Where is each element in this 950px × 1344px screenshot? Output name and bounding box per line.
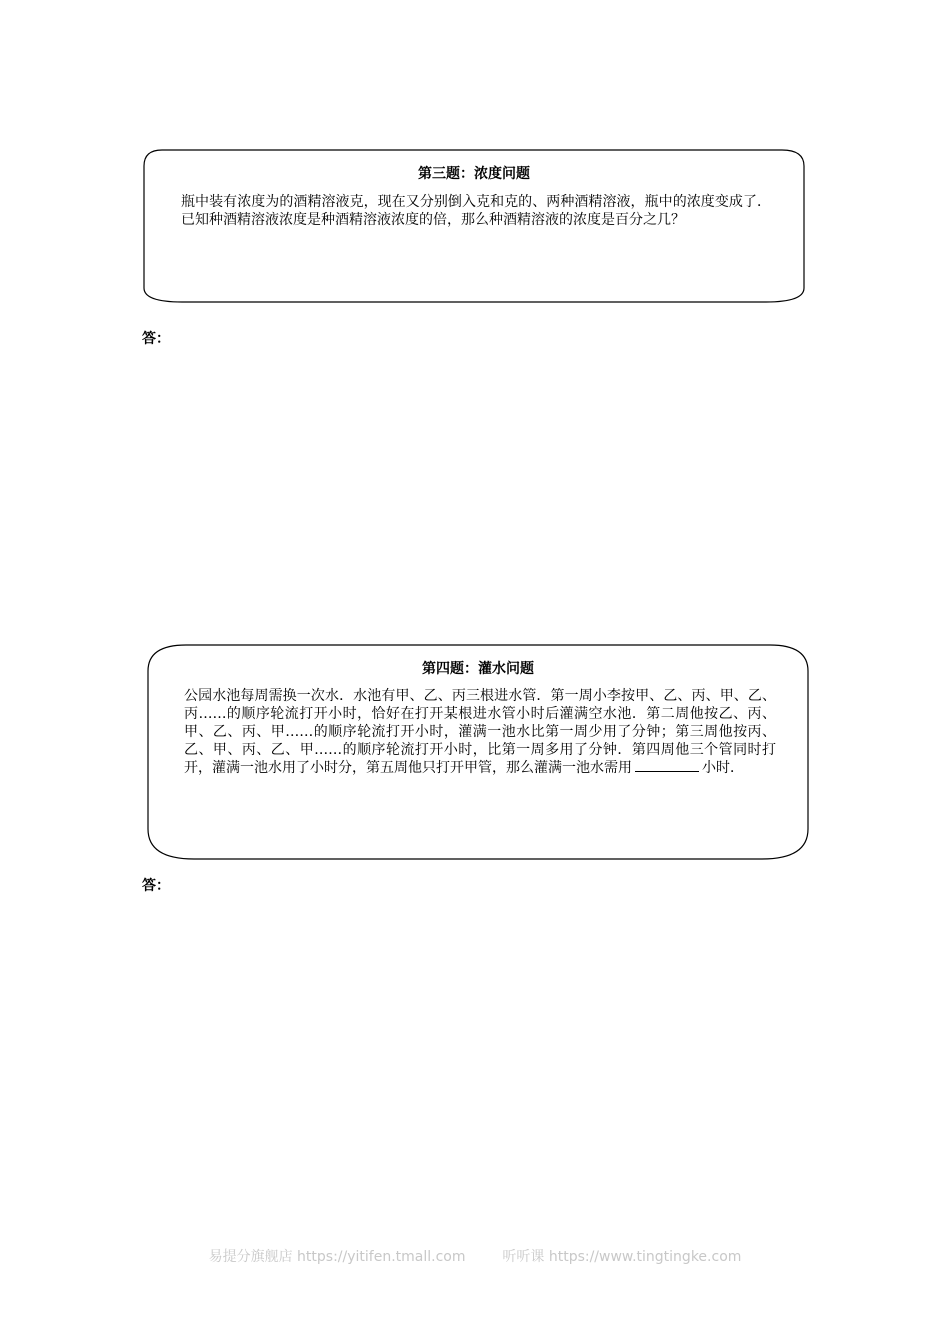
problem-4-title: 第四题：灌水问题	[422, 661, 534, 677]
footer-site-link[interactable]: https://www.tingtingke.com	[548, 1249, 742, 1265]
problem-3-frame	[142, 148, 806, 304]
problem-4-text	[184, 687, 776, 777]
problem-4-text-part2: 小时．	[702, 760, 744, 776]
footer-shop-link[interactable]: https://yitifen.tmall.com	[297, 1249, 466, 1265]
problem-3-text: 瓶中装有浓度为的酒精溶液克，现在又分别倒入克和克的、两种酒精溶液，瓶中的浓度变成了．已知种酒精溶液浓度是种酒精溶液浓度的倍，那么种酒精溶液的浓度是百分之几？	[181, 194, 771, 228]
problem-4-frame	[146, 643, 810, 861]
footer-shop-label: 易提分旗舰店	[208, 1249, 293, 1265]
footer-site-label: 听听课	[502, 1249, 545, 1265]
footer-watermark	[0, 1246, 950, 1266]
problem-4-answer-label: 答：	[142, 878, 170, 894]
answer-blank[interactable]	[635, 759, 699, 772]
problem-3-answer-label: 答：	[142, 331, 170, 347]
problem-4-text-part1: 公园水池每周需换一次水．水池有甲、乙、丙三根进水管．第一周小李按甲、乙、丙、甲、乙、丙……的顺序轮流打开小时，恰好在打开某根进水管小时后灌满空水池．第二周他按乙、丙、甲、乙、丙、甲……的顺序轮流打开小时，灌满一池水比第一周少用了分钟；第三周他按丙、乙、甲、丙、乙、甲……的顺序轮流打开小时，比第一周多用了分钟．第四周他三个管同时打开，灌满一池水用了小时分，第五周他只打开甲管，那么灌满一池水需用	[184, 688, 776, 776]
problem-3-title: 第三题：浓度问题	[418, 166, 530, 182]
